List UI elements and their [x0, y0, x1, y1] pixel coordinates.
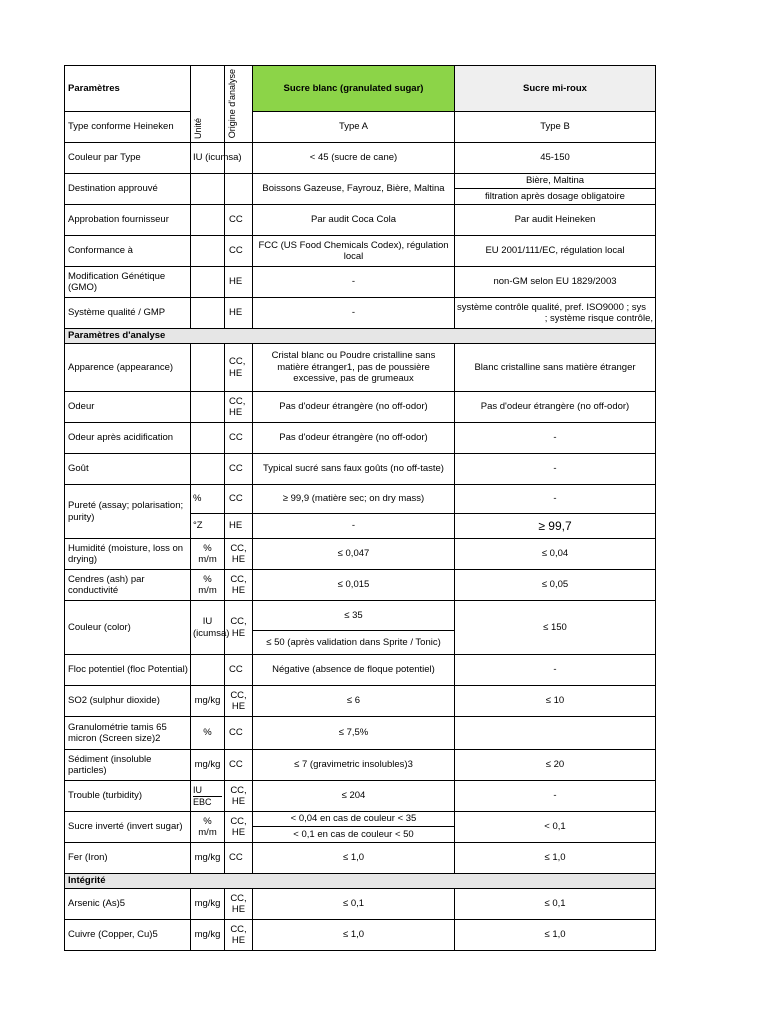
- row-value-a: Par audit Coca Cola: [253, 205, 455, 236]
- row-param: Arsenic (As)5: [65, 889, 191, 920]
- row-origin: CC: [225, 485, 253, 514]
- section-title: Intégrité: [65, 874, 656, 889]
- row-origin: CC, HE: [225, 570, 253, 601]
- row-param: Cuivre (Copper, Cu)5: [65, 920, 191, 951]
- row-value-b: ≤ 0,05: [455, 570, 656, 601]
- row-value-b: Bière, Maltina: [455, 174, 656, 189]
- row-origin: CC: [225, 750, 253, 781]
- row-unit: [191, 236, 225, 267]
- specification-table: [64, 65, 656, 951]
- table-row: [65, 686, 656, 717]
- row-value-b-note: filtration après dosage obligatoire: [455, 189, 656, 205]
- row-value-a-note: ≤ 50 (après validation dans Sprite / Tonic): [253, 631, 455, 655]
- row-value-b: ≤ 1,0: [455, 843, 656, 874]
- row-origin: HE: [225, 267, 253, 298]
- row-value-a: ≤ 7,5%: [253, 717, 455, 750]
- row-origin: CC, HE: [225, 539, 253, 570]
- table-row: [65, 454, 656, 485]
- row-unit: [191, 344, 225, 392]
- row-unit: [191, 205, 225, 236]
- header-sucre-blanc: Sucre blanc (granulated sugar): [253, 66, 455, 112]
- row-value-a: ≤ 1,0: [253, 843, 455, 874]
- row-param: Système qualité / GMP: [65, 298, 191, 329]
- row-origin: CC: [225, 236, 253, 267]
- row-unit: mg/kg: [191, 750, 225, 781]
- row-unit: % m/m: [191, 539, 225, 570]
- row-value-b: 45-150: [455, 143, 656, 174]
- row-param: Pureté (assay; polarisation; purity): [65, 485, 191, 539]
- row-value-a: -: [253, 267, 455, 298]
- row-origin: CC: [225, 423, 253, 454]
- row-origin: CC: [225, 454, 253, 485]
- row-param: Odeur: [65, 392, 191, 423]
- row-origin: CC, HE: [225, 601, 253, 655]
- row-value-b: ≤ 0,04: [455, 539, 656, 570]
- row-param: Modification Génétique (GMO): [65, 267, 191, 298]
- header-row: [65, 66, 656, 112]
- row-value-b: ≤ 150: [455, 601, 656, 655]
- table-row: [65, 570, 656, 601]
- row-unit: mg/kg: [191, 843, 225, 874]
- row-unit: [191, 454, 225, 485]
- section-row-integrite: [65, 874, 656, 889]
- row-value-a: -: [253, 298, 455, 329]
- row-value-a: ≤ 204: [253, 781, 455, 812]
- row-value-b: EU 2001/111/EC, régulation local: [455, 236, 656, 267]
- row-param: Sucre inverté (invert sugar): [65, 812, 191, 843]
- row-param: SO2 (sulphur dioxide): [65, 686, 191, 717]
- row-origin: CC: [225, 843, 253, 874]
- table-row: [65, 174, 656, 189]
- row-param: Apparence (appearance): [65, 344, 191, 392]
- table-row: [65, 298, 656, 329]
- row-value-a: ≤ 0,047: [253, 539, 455, 570]
- row-unit: mg/kg: [191, 920, 225, 951]
- row-value-a: ≤ 6: [253, 686, 455, 717]
- row-param: Trouble (turbidity): [65, 781, 191, 812]
- table-row: [65, 655, 656, 686]
- row-value-b: Par audit Heineken: [455, 205, 656, 236]
- row-unit: % m/m: [191, 570, 225, 601]
- table-row: [65, 344, 656, 392]
- table-row: [65, 843, 656, 874]
- row-value-b: < 0,1: [455, 812, 656, 843]
- row-value-a: Négative (absence de floque potentiel): [253, 655, 455, 686]
- row-origin: CC, HE: [225, 686, 253, 717]
- row-unit: °Z: [191, 514, 225, 539]
- row-value-a: ≤ 1,0: [253, 920, 455, 951]
- row-param: Floc potentiel (floc Potential): [65, 655, 191, 686]
- row-value-b: Blanc cristalline sans matière étranger: [455, 344, 656, 392]
- row-value-a: ≤ 0,015: [253, 570, 455, 601]
- row-unit: [191, 423, 225, 454]
- type-b: Type B: [455, 112, 656, 143]
- table-row: [65, 539, 656, 570]
- table-row: [65, 267, 656, 298]
- row-origin: CC, HE: [225, 812, 253, 843]
- row-value-a: Pas d'odeur étrangère (no off-odor): [253, 423, 455, 454]
- row-origin: CC, HE: [225, 344, 253, 392]
- row-unit: [191, 298, 225, 329]
- row-value-b: -: [455, 485, 656, 514]
- type-conforme-label: Type conforme Heineken: [65, 112, 191, 143]
- row-origin: [225, 174, 253, 205]
- table-row: [65, 889, 656, 920]
- table-row: [65, 205, 656, 236]
- header-origine: Origine d'analyse: [225, 66, 253, 143]
- table-row: [65, 392, 656, 423]
- row-value-b: ≤ 0,1: [455, 889, 656, 920]
- row-unit: [191, 392, 225, 423]
- row-param: Granulométrie tamis 65 micron (Screen size)2: [65, 717, 191, 750]
- row-param: Couleur par Type: [65, 143, 191, 174]
- row-value-b: Pas d'odeur étrangère (no off-odor): [455, 392, 656, 423]
- row-param: Couleur (color): [65, 601, 191, 655]
- row-param: Approbation fournisseur: [65, 205, 191, 236]
- row-origin: HE: [225, 298, 253, 329]
- row-value-a: ≤ 35: [253, 601, 455, 631]
- row-value-a-note: < 0,1 en cas de couleur < 50: [253, 827, 455, 843]
- header-parametres: Paramètres: [65, 66, 191, 112]
- row-value-b: -: [455, 454, 656, 485]
- row-value-b: ≤ 1,0: [455, 920, 656, 951]
- row-unit: IU (icumsa): [191, 143, 225, 174]
- row-value-a: < 0,04 en cas de couleur < 35: [253, 812, 455, 827]
- header-sucre-miroux: Sucre mi-roux: [455, 66, 656, 112]
- table-row: [65, 812, 656, 827]
- row-param: Conformance à: [65, 236, 191, 267]
- row-unit: % m/m: [191, 812, 225, 843]
- type-a: Type A: [253, 112, 455, 143]
- row-value-a: ≤ 0,1: [253, 889, 455, 920]
- row-value-b: non-GM selon EU 1829/2003: [455, 267, 656, 298]
- row-origin: CC: [225, 717, 253, 750]
- row-unit: [191, 655, 225, 686]
- row-value-a: Pas d'odeur étrangère (no off-odor): [253, 392, 455, 423]
- table-row: [65, 920, 656, 951]
- row-value-a: Cristal blanc ou Poudre cristalline sans matière étranger1, pas de poussière excessive, pas de grumeaux: [253, 344, 455, 392]
- row-unit: [191, 267, 225, 298]
- row-origin: CC: [225, 205, 253, 236]
- row-origin: CC, HE: [225, 920, 253, 951]
- row-value-b: [455, 717, 656, 750]
- row-value-a: ≤ 7 (gravimetric insolubles)3: [253, 750, 455, 781]
- type-row: [65, 112, 656, 143]
- table-row: [65, 601, 656, 631]
- row-param: Goût: [65, 454, 191, 485]
- row-value-b: -: [455, 781, 656, 812]
- row-value-a: Boissons Gazeuse, Fayrouz, Bière, Maltina: [253, 174, 455, 205]
- row-value-b: système contrôle qualité, pref. ISO9000 ; sys ; système risque contrôle,: [455, 298, 656, 329]
- row-param: Sédiment (insoluble particles): [65, 750, 191, 781]
- row-origin: CC, HE: [225, 781, 253, 812]
- row-value-b: -: [455, 423, 656, 454]
- section-title: Paramètres d'analyse: [65, 329, 656, 344]
- row-value-a: < 45 (sucre de cane): [253, 143, 455, 174]
- row-value-b: ≤ 10: [455, 686, 656, 717]
- row-param: Cendres (ash) par conductivité: [65, 570, 191, 601]
- table-row: [65, 423, 656, 454]
- row-param: Humidité (moisture, loss on drying): [65, 539, 191, 570]
- row-value-a: ≥ 99,9 (matière sec; on dry mass): [253, 485, 455, 514]
- table-row: [65, 143, 656, 174]
- row-unit: mg/kg: [191, 889, 225, 920]
- row-value-b: ≤ 20: [455, 750, 656, 781]
- header-unite: Unité: [191, 66, 225, 143]
- table-row: [65, 781, 656, 812]
- row-value-b: -: [455, 655, 656, 686]
- section-row-analyse: [65, 329, 656, 344]
- row-value-a: FCC (US Food Chemicals Codex), régulation local: [253, 236, 455, 267]
- row-origin: HE: [225, 514, 253, 539]
- table-row: [65, 485, 656, 514]
- row-value-a: -: [253, 514, 455, 539]
- row-param: Destination approuvé: [65, 174, 191, 205]
- row-origin: CC, HE: [225, 392, 253, 423]
- row-unit: IU (icumsa): [191, 601, 225, 655]
- row-unit: mg/kg: [191, 686, 225, 717]
- row-unit: [191, 174, 225, 205]
- row-unit: IU EBC: [191, 781, 225, 812]
- row-unit: %: [191, 717, 225, 750]
- row-origin: CC: [225, 655, 253, 686]
- row-unit: %: [191, 485, 225, 514]
- row-value-a: Typical sucré sans faux goûts (no off-taste): [253, 454, 455, 485]
- row-param: Odeur après acidification: [65, 423, 191, 454]
- table-row: [65, 750, 656, 781]
- table-row: [65, 717, 656, 750]
- row-value-b: ≥ 99,7: [455, 514, 656, 539]
- row-param: Fer (Iron): [65, 843, 191, 874]
- table-row: [65, 236, 656, 267]
- row-origin: CC, HE: [225, 889, 253, 920]
